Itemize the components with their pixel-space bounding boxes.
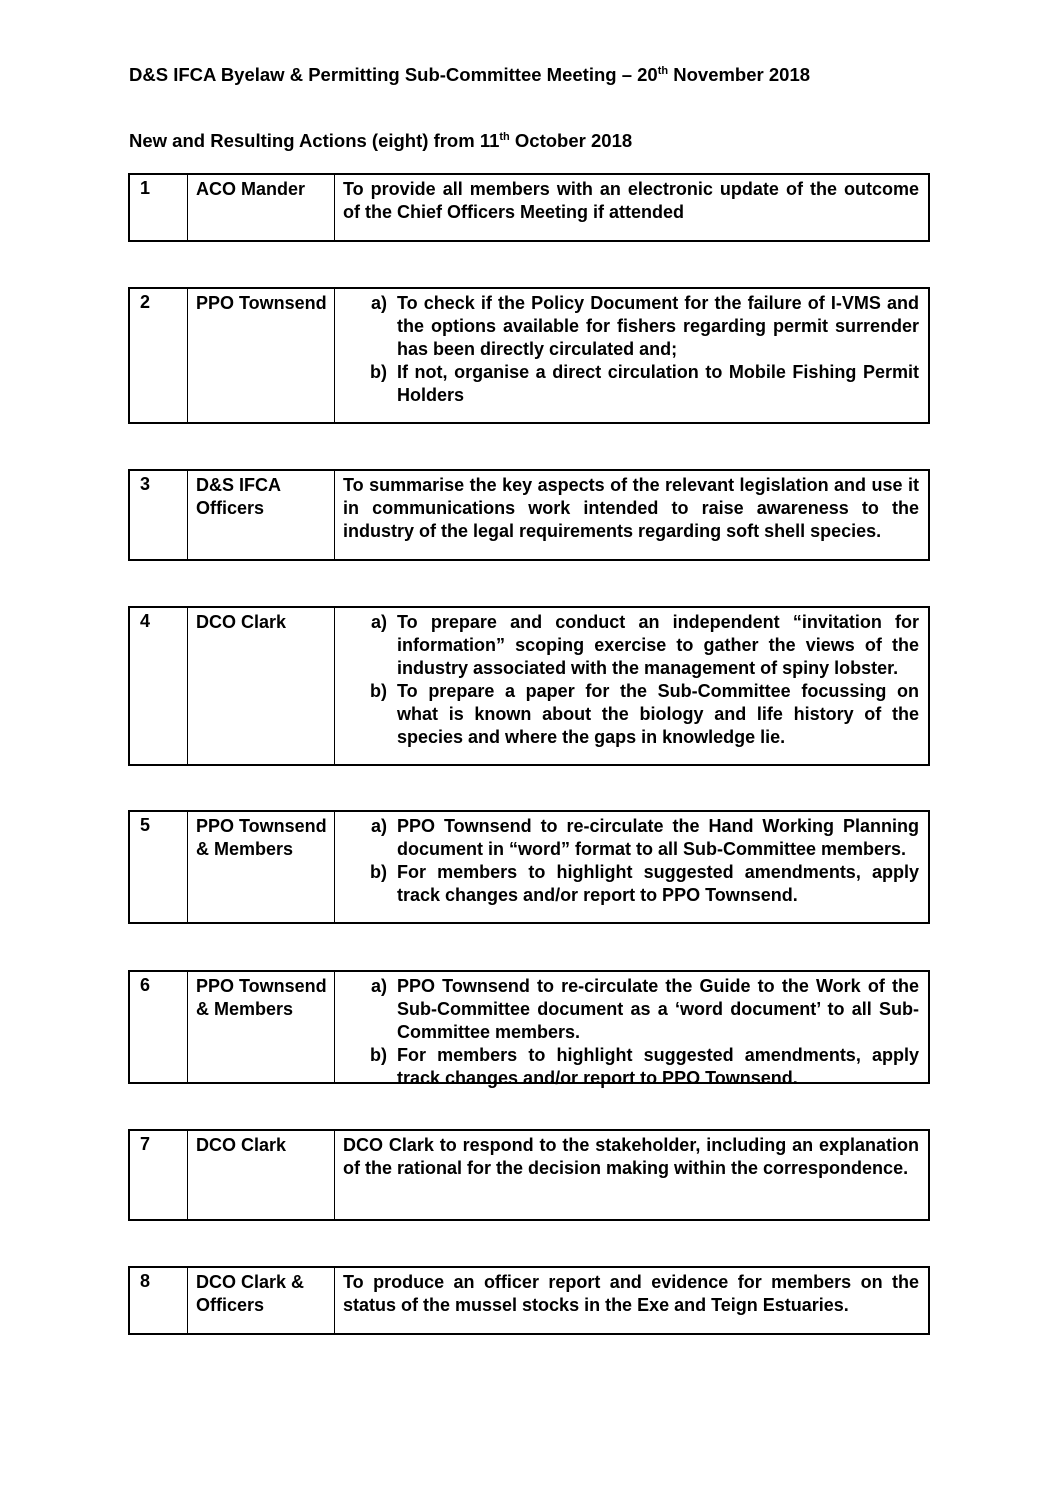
item-label: b) bbox=[370, 1045, 387, 1065]
action-description: To provide all members with an electronic update of the outcome of the Chief Officers Meeting if attended bbox=[343, 179, 919, 222]
action-description bbox=[335, 812, 928, 922]
action-item bbox=[335, 1044, 919, 1090]
item-label: b) bbox=[370, 362, 387, 382]
action-description bbox=[335, 608, 928, 764]
heading-text: New and Resulting Actions (eight) from 11 bbox=[129, 130, 500, 151]
item-text: To check if the Policy Document for the failure of I-VMS and the options available for fishers regarding permit surrender has been directly circulated and; bbox=[397, 293, 919, 359]
action-table-6 bbox=[128, 970, 930, 1088]
heading-date-end: October 2018 bbox=[509, 130, 633, 151]
action-item bbox=[335, 975, 919, 1044]
action-number: 7 bbox=[130, 1131, 188, 1219]
action-owner: DCO Clark bbox=[188, 608, 335, 764]
action-owner: DCO Clark & Officers bbox=[188, 1268, 335, 1333]
action-table-8 bbox=[128, 1266, 930, 1335]
action-item bbox=[335, 861, 919, 907]
item-text: For members to highlight suggested amendments, apply track changes and/or report to PPO Townsend. bbox=[397, 1045, 919, 1088]
action-item bbox=[335, 815, 919, 861]
action-owner: PPO Townsend & Members bbox=[188, 972, 335, 1082]
action-number: 4 bbox=[130, 608, 188, 764]
action-number: 3 bbox=[130, 471, 188, 559]
item-label: b) bbox=[370, 862, 387, 882]
section-heading bbox=[129, 130, 632, 152]
action-table-1 bbox=[128, 173, 930, 242]
action-owner: PPO Townsend bbox=[188, 289, 335, 422]
action-table-4 bbox=[128, 606, 930, 766]
action-owner: PPO Townsend & Members bbox=[188, 812, 335, 922]
action-table-2 bbox=[128, 287, 930, 424]
action-description: DCO Clark to respond to the stakeholder, including an explanation of the rational for the decision making within the correspondence. bbox=[343, 1135, 919, 1178]
action-description: To summarise the key aspects of the relevant legislation and use it in communications work intended to raise awareness to the industry of the legal requirements regarding soft shell species. bbox=[343, 475, 919, 541]
item-text: If not, organise a direct circulation to Mobile Fishing Permit Holders bbox=[397, 362, 919, 405]
item-label: a) bbox=[370, 816, 387, 836]
item-label: a) bbox=[370, 612, 387, 632]
action-item bbox=[335, 611, 919, 680]
action-item bbox=[335, 292, 919, 361]
action-number: 2 bbox=[130, 289, 188, 422]
action-table-5 bbox=[128, 810, 930, 924]
action-number: 5 bbox=[130, 812, 188, 922]
action-number: 1 bbox=[130, 175, 188, 240]
action-number: 6 bbox=[130, 972, 188, 1082]
title-text: D&S IFCA Byelaw & Permitting Sub-Committee Meeting – 20 bbox=[129, 64, 658, 85]
heading-superscript: th bbox=[499, 131, 510, 143]
item-text: For members to highlight suggested amendments, apply track changes and/or report to PPO Townsend. bbox=[397, 862, 919, 905]
title-superscript: th bbox=[657, 65, 669, 77]
action-item bbox=[335, 680, 919, 749]
action-number: 8 bbox=[130, 1268, 188, 1333]
item-label: a) bbox=[370, 976, 387, 996]
action-description bbox=[335, 972, 928, 1088]
title-date-end: November 2018 bbox=[668, 64, 811, 85]
action-table-7 bbox=[128, 1129, 930, 1221]
action-description bbox=[335, 289, 928, 422]
item-label: a) bbox=[370, 293, 387, 313]
action-owner: D&S IFCA Officers bbox=[188, 471, 335, 559]
item-label: b) bbox=[370, 681, 387, 701]
page-title bbox=[129, 64, 810, 86]
item-text: PPO Townsend to re-circulate the Guide to the Work of the Sub-Committee document as a ‘word document’ to all Sub-Committee members. bbox=[397, 976, 919, 1042]
action-item bbox=[335, 361, 919, 407]
item-text: To prepare a paper for the Sub-Committee focussing on what is known about the biology and life history of the species and where the gaps in knowledge lie. bbox=[397, 681, 919, 747]
action-description: To produce an officer report and evidence for members on the status of the mussel stocks in the Exe and Teign Estuaries. bbox=[343, 1272, 919, 1315]
action-owner: DCO Clark bbox=[188, 1131, 335, 1219]
item-text: PPO Townsend to re-circulate the Hand Working Planning document in “word” format to all Sub-Committee members. bbox=[397, 816, 919, 859]
item-text: To prepare and conduct an independent “invitation for information” scoping exercise to gather the views of the industry associated with the management of spiny lobster. bbox=[397, 612, 919, 678]
action-owner: ACO Mander bbox=[188, 175, 335, 240]
action-table-3 bbox=[128, 469, 930, 561]
